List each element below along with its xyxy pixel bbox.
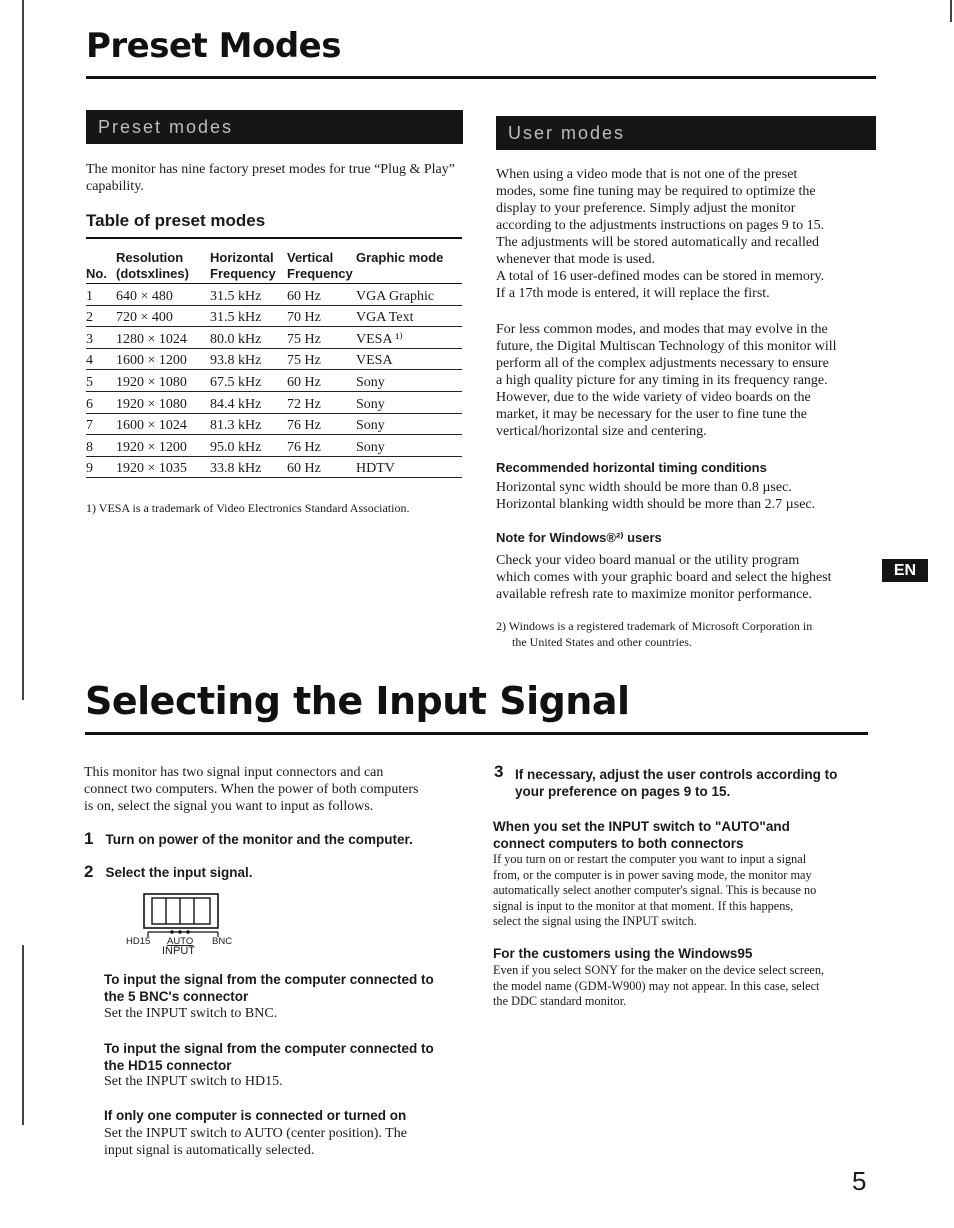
section-title: Selecting the Input Signal: [85, 679, 630, 723]
language-tab-en: EN: [882, 559, 928, 582]
switch-label-auto: AUTO: [167, 936, 194, 947]
cell-vertical: 60 Hz: [287, 456, 356, 478]
hd15-text: Set the INPUT switch to HD15.: [104, 1074, 283, 1089]
cell-graphic: VGA Graphic: [356, 284, 462, 306]
cell-vertical: 76 Hz: [287, 413, 356, 435]
step-3-text: If necessary, adjust the user controls according to your preference on pages 9 to 15.: [515, 767, 838, 799]
step-1-number: 1: [84, 829, 94, 848]
col-header-vertical: Vertical Frequency: [287, 250, 356, 284]
table-row: [86, 435, 462, 457]
cell-horizontal: 31.5 kHz: [210, 305, 287, 327]
windows-text: Check your video board manual or the utility program which comes with your graphic board and select the highest available refresh rate to maximize monitor performance.: [496, 553, 832, 602]
cell-resolution: 1280 × 1024: [116, 327, 210, 349]
cell-vertical: 75 Hz: [287, 327, 356, 349]
cell-no: 7: [86, 413, 116, 435]
table-header-row: [86, 250, 462, 284]
switch-position-dot: [170, 930, 174, 934]
cell-resolution: 720 × 400: [116, 305, 210, 327]
one-computer-text: Set the INPUT switch to AUTO (center position). The input signal is automatically selected.: [104, 1126, 407, 1158]
preset-intro: The monitor has nine factory preset modes for true “Plug & Play” capability.: [86, 162, 455, 194]
table-row: [86, 370, 462, 392]
cell-horizontal: 80.0 kHz: [210, 327, 287, 349]
cell-graphic: Sony: [356, 435, 462, 457]
windows95-heading: For the customers using the Windows95: [493, 946, 753, 961]
cell-resolution: 1920 × 1080: [116, 370, 210, 392]
cell-no: 8: [86, 435, 116, 457]
cell-horizontal: 95.0 kHz: [210, 435, 287, 457]
step-2: [84, 862, 253, 882]
cell-resolution: 1920 × 1080: [116, 391, 210, 413]
left-margin-bar-lower: [22, 945, 24, 1125]
switch-label-input: INPUT: [162, 945, 195, 957]
cell-graphic: VESA ¹⁾: [356, 327, 462, 349]
cell-horizontal: 31.5 kHz: [210, 284, 287, 306]
switch-position-dot: [186, 930, 190, 934]
hd15-heading: To input the signal from the computer connected to the HD15 connector: [104, 1041, 434, 1073]
user-modes-banner: User modes: [496, 116, 876, 150]
cell-vertical: 60 Hz: [287, 370, 356, 392]
right-margin-mark: [950, 0, 952, 22]
user-modes-para1: When using a video mode that is not one of the preset modes, some fine tuning may be required to optimize the display to your preference. Simply adjust the monitor according to the adjustments instructions on pages 9 to 15. The adjustments will be stored automatically and recalled whenever that mode is used. A total of 16 user-defined modes can be stored in memory. If a 17th mode is entered, it will replace the first.: [496, 167, 825, 301]
user-modes-para2: For less common modes, and modes that may evolve in the future, the Digital Multiscan Technology of this monitor will perform all of the complex adjustments necessary to ensure a high quality picture for any timing in its frequency range. However, due to the wide variety of video boards on the market, it may be necessary for the user to fine tune the vertical/horizontal size and centering.: [496, 322, 837, 439]
timing-text: Horizontal sync width should be more than 0.8 µsec. Horizontal blanking width should be more than 2.7 µsec.: [496, 480, 816, 512]
switch-label-hd15: HD15: [126, 936, 151, 947]
switch-outer-frame: [144, 894, 218, 928]
cell-resolution: 1600 × 1200: [116, 348, 210, 370]
cell-vertical: 72 Hz: [287, 391, 356, 413]
step-2-text: Select the input signal.: [105, 865, 253, 880]
table-row: [86, 348, 462, 370]
table-row: [86, 327, 462, 349]
windows-heading: Note for Windows®²⁾ users: [496, 530, 662, 545]
step-3-number: 3: [494, 762, 504, 781]
cell-horizontal: 67.5 kHz: [210, 370, 287, 392]
col-header-graphic: Graphic mode: [356, 250, 462, 284]
preset-table: [86, 250, 462, 478]
section-title-rule: [85, 732, 868, 735]
step-1: [84, 829, 413, 849]
cell-no: 3: [86, 327, 116, 349]
cell-no: 2: [86, 305, 116, 327]
footnote-vesa: 1) VESA is a trademark of Video Electronics Standard Association.: [86, 501, 410, 515]
cell-horizontal: 81.3 kHz: [210, 413, 287, 435]
cell-vertical: 75 Hz: [287, 348, 356, 370]
table-row: [86, 284, 462, 306]
bnc-text: Set the INPUT switch to BNC.: [104, 1006, 278, 1021]
switch-label-bnc: BNC: [212, 936, 233, 947]
cell-no: 4: [86, 348, 116, 370]
table-row: [86, 391, 462, 413]
page-number: 5: [852, 1166, 867, 1196]
table-row: [86, 305, 462, 327]
cell-graphic: Sony: [356, 391, 462, 413]
step-2-number: 2: [84, 862, 94, 881]
table-title: Table of preset modes: [86, 211, 266, 230]
switch-position-dot: [178, 930, 182, 934]
cell-vertical: 76 Hz: [287, 435, 356, 457]
cell-horizontal: 84.4 kHz: [210, 391, 287, 413]
title-rule: [86, 76, 876, 79]
table-row: [86, 413, 462, 435]
cell-horizontal: 33.8 kHz: [210, 456, 287, 478]
cell-vertical: 70 Hz: [287, 305, 356, 327]
cell-resolution: 640 × 480: [116, 284, 210, 306]
left-margin-bar: [22, 0, 24, 700]
cell-no: 5: [86, 370, 116, 392]
cell-resolution: 1920 × 1200: [116, 435, 210, 457]
auto-text: If you turn on or restart the computer you want to input a signal from, or the computer is in power saving mode, the monitor may automatically select another computer's signal. This is because no signal is input to the monitor at that moment. If this happens, select the signal using the INPUT switch.: [493, 852, 817, 928]
cell-resolution: 1600 × 1024: [116, 413, 210, 435]
cell-no: 6: [86, 391, 116, 413]
windows95-text: Even if you select SONY for the maker on the device select screen, the model name (GDM-W900) may not appear. In this case, select the DDC standard monitor.: [493, 963, 825, 1008]
cell-no: 9: [86, 456, 116, 478]
col-header-resolution: Resolution (dotsxlines): [116, 250, 210, 284]
step-1-text: Turn on power of the monitor and the computer.: [105, 832, 413, 847]
col-header-horizontal: Horizontal Frequency: [210, 250, 287, 284]
cell-no: 1: [86, 284, 116, 306]
cell-horizontal: 93.8 kHz: [210, 348, 287, 370]
auto-heading: When you set the INPUT switch to "AUTO"and connect computers to both connectors: [493, 819, 790, 851]
cell-resolution: 1920 × 1035: [116, 456, 210, 478]
cell-graphic: Sony: [356, 413, 462, 435]
preset-modes-banner: Preset modes: [86, 110, 463, 144]
table-title-rule: [86, 237, 462, 239]
timing-heading: Recommended horizontal timing conditions: [496, 460, 767, 475]
cell-graphic: HDTV: [356, 456, 462, 478]
cell-vertical: 60 Hz: [287, 284, 356, 306]
cell-graphic: VGA Text: [356, 305, 462, 327]
bnc-heading: To input the signal from the computer connected to the 5 BNC's connector: [104, 972, 434, 1004]
cell-graphic: VESA: [356, 348, 462, 370]
col-header-no: No.: [86, 250, 116, 284]
switch-inner-frame: [152, 898, 210, 924]
cell-graphic: Sony: [356, 370, 462, 392]
page-title: Preset Modes: [86, 26, 341, 66]
one-computer-heading: If only one computer is connected or turned on: [104, 1108, 407, 1123]
table-row: [86, 456, 462, 478]
input-intro: This monitor has two signal input connectors and can connect two computers. When the power of both computers is on, select the signal you want to input as follows.: [84, 765, 419, 814]
footnote-windows: 2) Windows is a registered trademark of Microsoft Corporation in the United States and other countries.: [496, 619, 813, 649]
